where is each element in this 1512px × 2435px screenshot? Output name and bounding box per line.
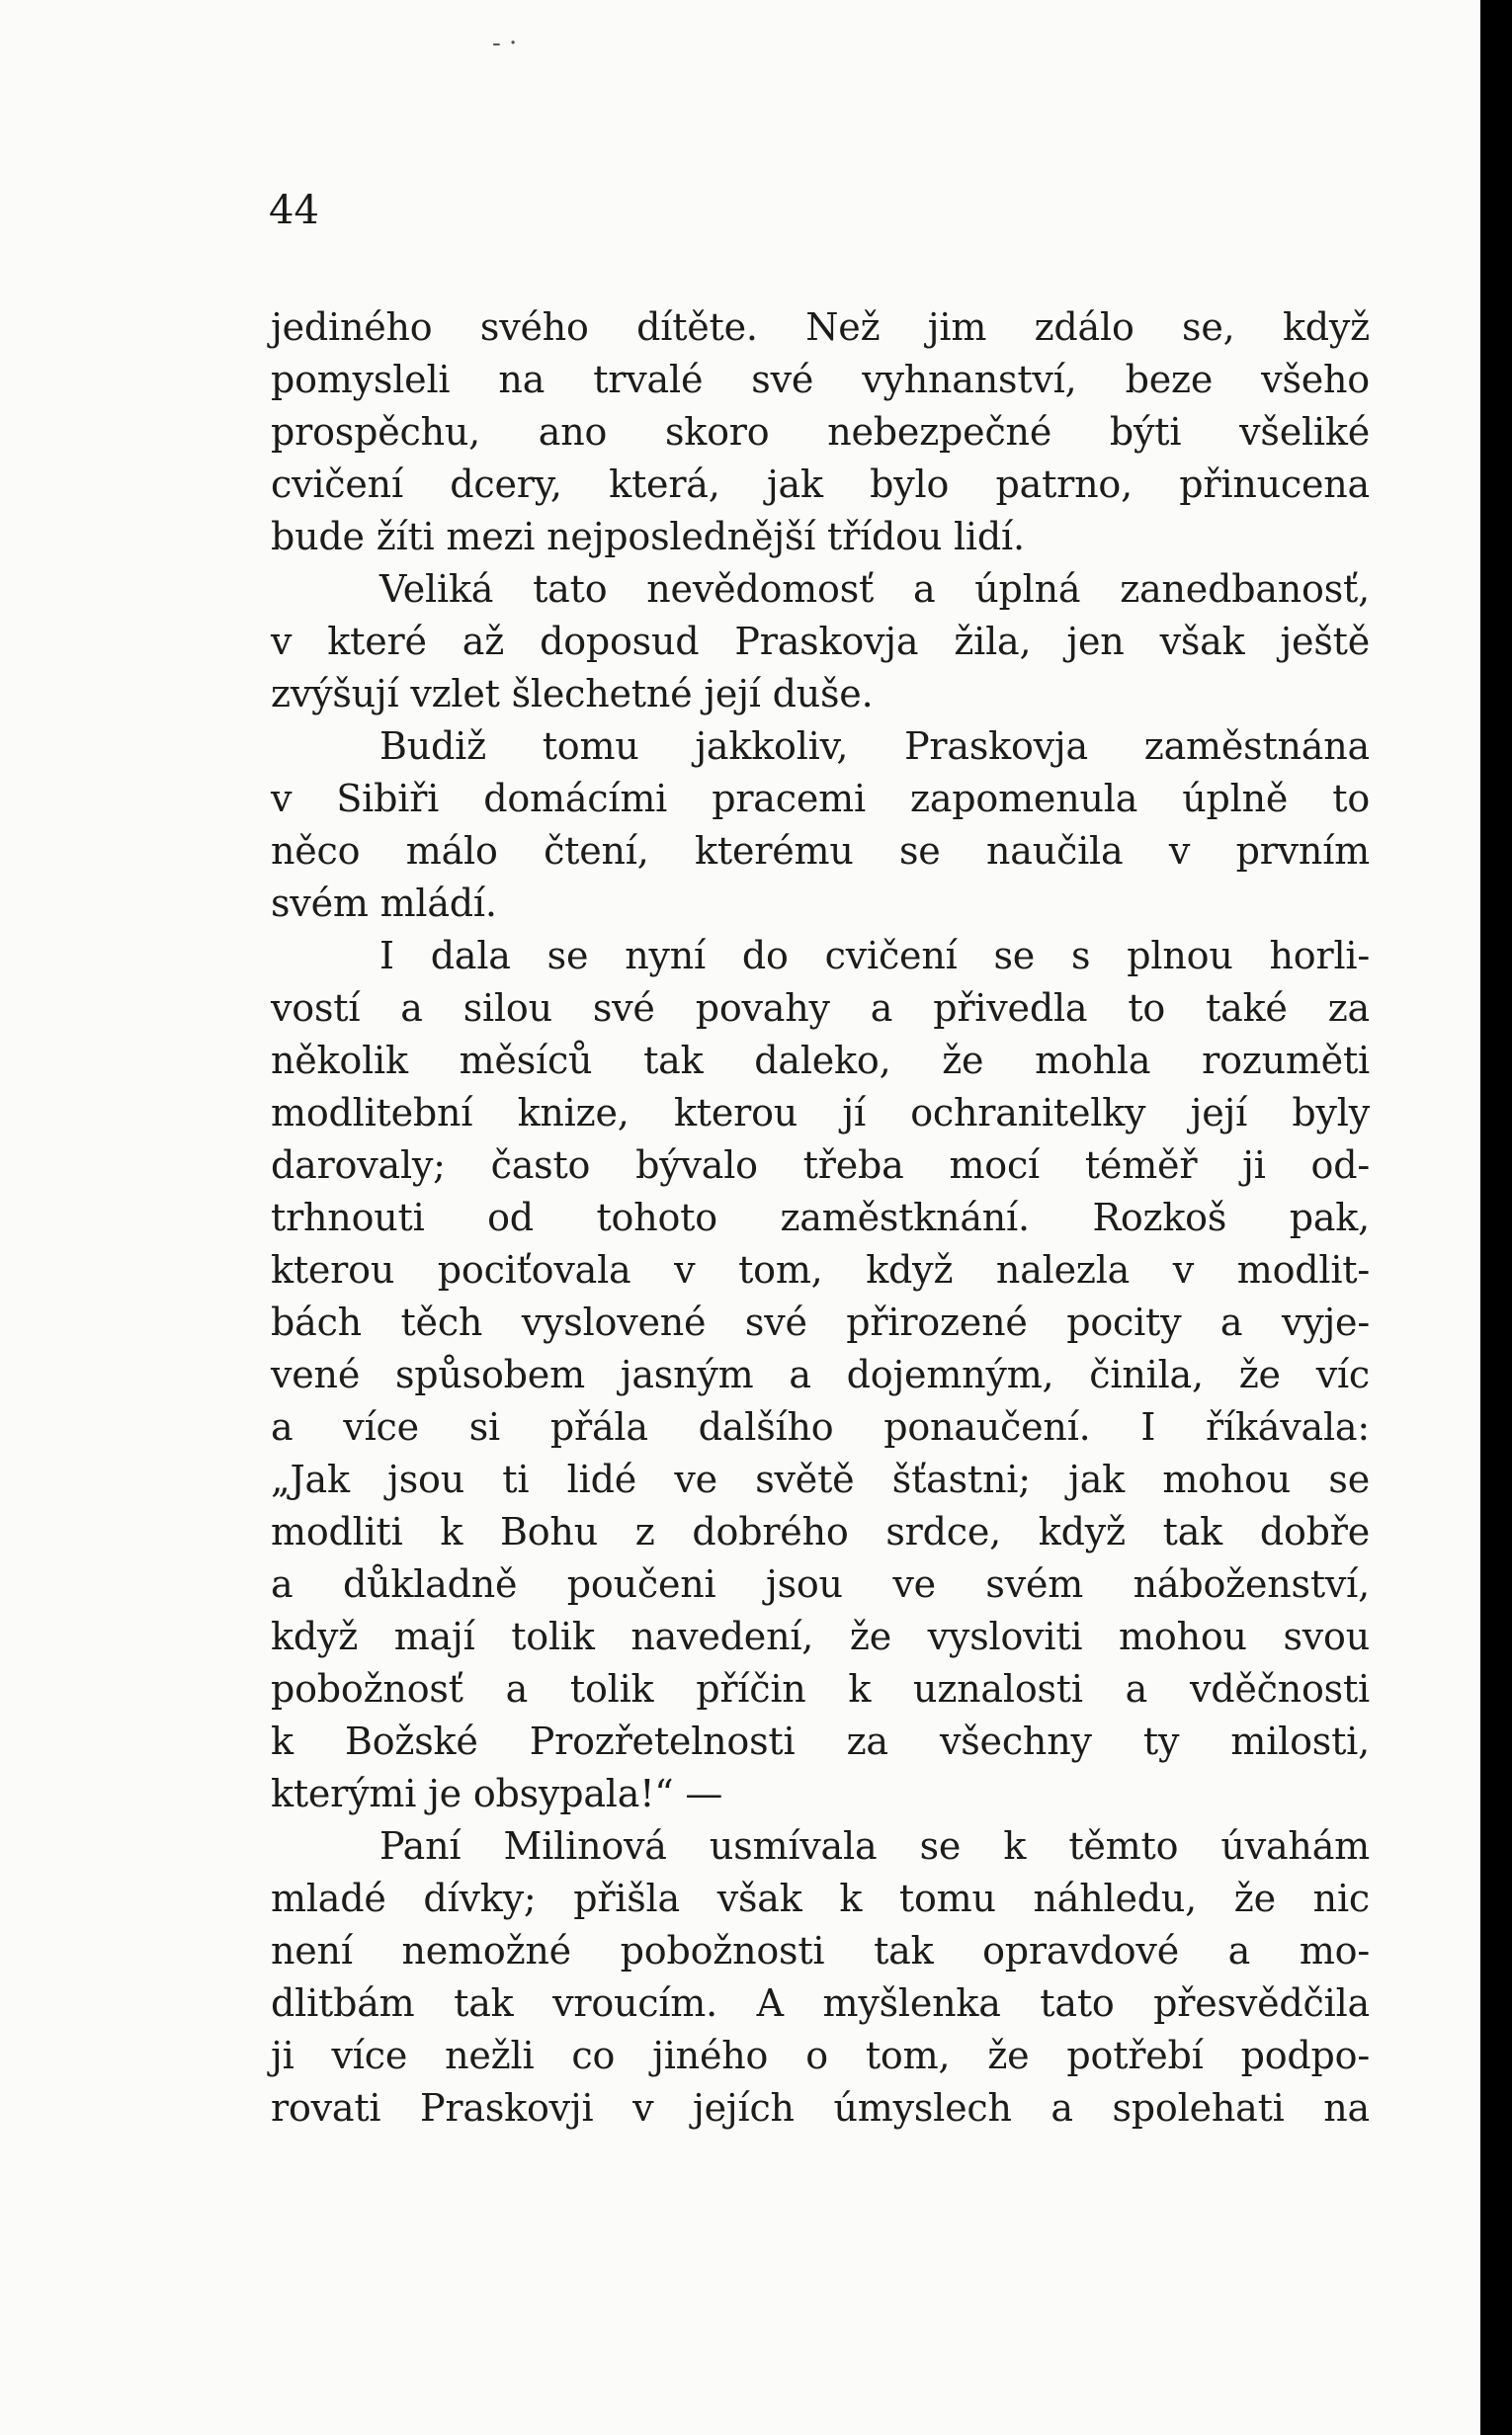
text-line: není nemožné pobožnosti tak opravdové a mo-	[271, 1929, 1370, 1973]
text-line: dlitbám tak vroucím. A myšlenka tato přesvědčila	[271, 1981, 1370, 2025]
text-line: v které až doposud Praskovja žila, jen však ještě	[271, 620, 1370, 663]
text-line: kterou pociťovala v tom, když nalezla v modlit-	[271, 1248, 1370, 1292]
text-line: a více si přála dalšího ponaučení. I říkávala:	[271, 1405, 1370, 1449]
text-line: prospěchu, ano skoro nebezpečné býti všeliké	[271, 410, 1370, 454]
text-line: Paní Milinová usmívala se k těmto úvahám	[379, 1824, 1370, 1868]
text-line: trhnouti od tohoto zaměstknání. Rozkoš pak,	[271, 1196, 1370, 1239]
top-printer-mark: - ·	[492, 29, 518, 58]
text-line: I dala se nyní do cvičení se s plnou horli-	[379, 934, 1370, 977]
text-line: když mají tolik navedení, že vysloviti mohou svou	[271, 1615, 1370, 1658]
text-line: pomysleli na trvalé své vyhnanství, beze všeho	[271, 358, 1370, 401]
text-line: Budiž tomu jakkoliv, Praskovja zaměstnána	[379, 724, 1370, 768]
body-text	[271, 301, 1370, 2135]
text-line: rovati Praskovji v jejích úmyslech a spolehati na	[271, 2086, 1370, 2130]
text-line: několik měsíců tak daleko, že mohla rozuměti	[271, 1039, 1370, 1082]
text-line: a důkladně poučeni jsou ve svém náboženství,	[271, 1562, 1370, 1606]
text-line: modliti k Bohu z dobrého srdce, když tak dobře	[271, 1510, 1370, 1553]
page-number: 44	[269, 188, 319, 233]
scan-edge	[1480, 0, 1512, 2435]
text-line: v Sibiři domácími pracemi zapomenula úplně to	[271, 777, 1370, 820]
text-line: cvičení dcery, která, jak bylo patrno, přinucena	[271, 462, 1370, 506]
text-line: Veliká tato nevědomosť a úplná zanedbanosť,	[379, 567, 1370, 611]
text-line: k Božské Prozřetelnosti za všechny ty milosti,	[271, 1720, 1370, 1763]
text-line: vostí a silou své povahy a přivedla to také za	[271, 986, 1370, 1030]
text-line: ji více nežli co jiného o tom, že potřebí podpo-	[271, 2034, 1370, 2077]
text-line: „Jak jsou ti lidé ve světě šťastni; jak mohou se	[271, 1458, 1370, 1501]
text-line: bude žíti mezi nejposlednější třídou lidí.	[271, 515, 1025, 558]
text-line: bách těch vyslovené své přirozené pocity a vyje-	[271, 1301, 1370, 1344]
text-line: mladé dívky; přišla však k tomu náhledu, že nic	[271, 1877, 1370, 1920]
text-line: darovaly; často bývalo třeba mocí téměř ji od-	[271, 1143, 1370, 1187]
text-line: svém mládí.	[271, 882, 497, 925]
text-line: kterými je obsypala!“ —	[271, 1772, 723, 1815]
text-line: pobožnosť a tolik příčin k uznalosti a vděčnosti	[271, 1667, 1370, 1711]
text-line: modlitební knize, kterou jí ochranitelky její byly	[271, 1091, 1370, 1134]
text-line: zvýšují vzlet šlechetné její duše.	[271, 672, 874, 715]
text-line: jediného svého dítěte. Než jim zdálo se, když	[271, 305, 1370, 349]
text-line: něco málo čtení, kterému se naučila v prvním	[271, 829, 1370, 873]
text-line: vené spůsobem jasným a dojemným, činila, že víc	[271, 1353, 1370, 1396]
